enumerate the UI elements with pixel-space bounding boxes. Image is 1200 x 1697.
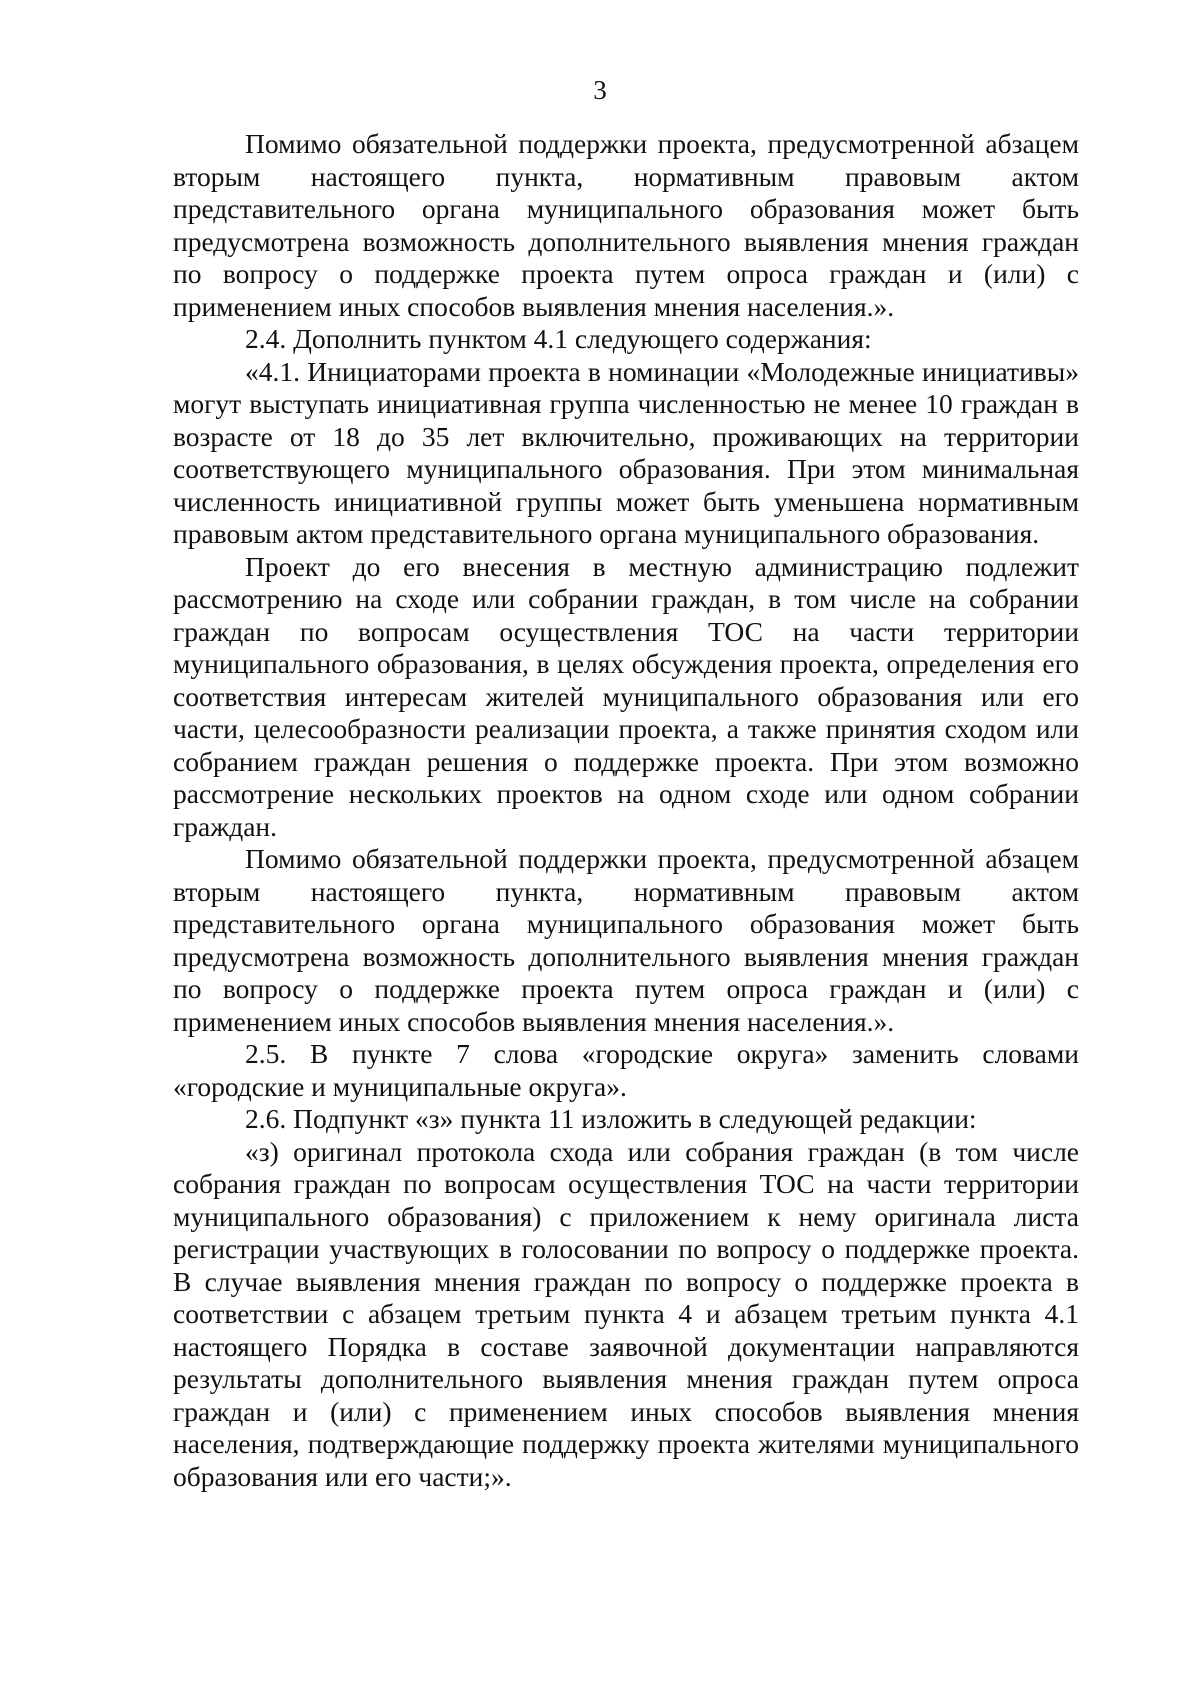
paragraph-project-review: Проект до его внесения в местную администрацию подлежит рассмотрению на сходе или собрании граждан, в том числе на собрании граждан по вопросам осуществления ТОС на части территории муниципального образования, в целях обсуждения проекта, определения его соответствия интересам жителей муниципального образования или его части, целесообразности реализации проекта, а также принятия сходом или собранием граждан решения о поддержке проекта. При этом возможно рассмотрение нескольких проектов на одном сходе или одном собрании граждан.	[173, 550, 1079, 842]
paragraph-item-2-5: 2.5. В пункте 7 слова «городские округа» заменить словами «городские и муниципальные округа».	[173, 1038, 1079, 1102]
paragraph-additional-support-4-1: Помимо обязательной поддержки проекта, предусмотренной абзацем вторым настоящего пункта, нормативным правовым актом представительного органа муниципального образования может быть предусмотрена возможность дополнительного выявления мнения граждан по вопросу о поддержке проекта путем опроса граждан и (или) с применением иных способов выявления мнения населения.».	[173, 843, 1079, 1037]
paragraph-subitem-z: «з) оригинал протокола схода или собрания граждан (в том числе собрания граждан по вопросам осуществления ТОС на части территории муниципального образования) с приложением к нему оригинала листа регистрации участвующих в голосовании по вопросу о поддержке проекта. В случае выявления мнения граждан по вопросу о поддержке проекта в соответствии с абзацем третьим пункта 4 и абзацем третьим пункта 4.1 настоящего Порядка в составе заявочной документации направляются результаты дополнительного выявления мнения граждан путем опроса граждан и (или) с применением иных способов выявления мнения населения, подтверждающие поддержку проекта жителями муниципального образования или его части;».	[173, 1135, 1079, 1492]
paragraph-additional-support-4: Помимо обязательной поддержки проекта, предусмотренной абзацем вторым настоящего пункта, нормативным правовым актом представительного органа муниципального образования может быть предусмотрена возможность дополнительного выявления мнения граждан по вопросу о поддержке проекта путем опроса граждан и (или) с применением иных способов выявления мнения населения.».	[173, 128, 1079, 322]
paragraph-item-2-4: 2.4. Дополнить пунктом 4.1 следующего содержания:	[245, 323, 872, 354]
paragraph-item-4-1: «4.1. Инициаторами проекта в номинации «Молодежные инициативы» могут выступать инициативная группа численностью не менее 10 граждан в возрасте от 18 до 35 лет включительно, проживающих на территории соответствующего муниципального образования. При этом минимальная численность инициативной группы может быть уменьшена нормативным правовым актом представительного органа муниципального образования.	[173, 355, 1079, 549]
paragraph-item-2-6: 2.6. Подпункт «з» пункта 11 изложить в следующей редакции:	[245, 1103, 977, 1134]
page-number: 3	[593, 75, 607, 105]
document-body	[173, 128, 1079, 1493]
